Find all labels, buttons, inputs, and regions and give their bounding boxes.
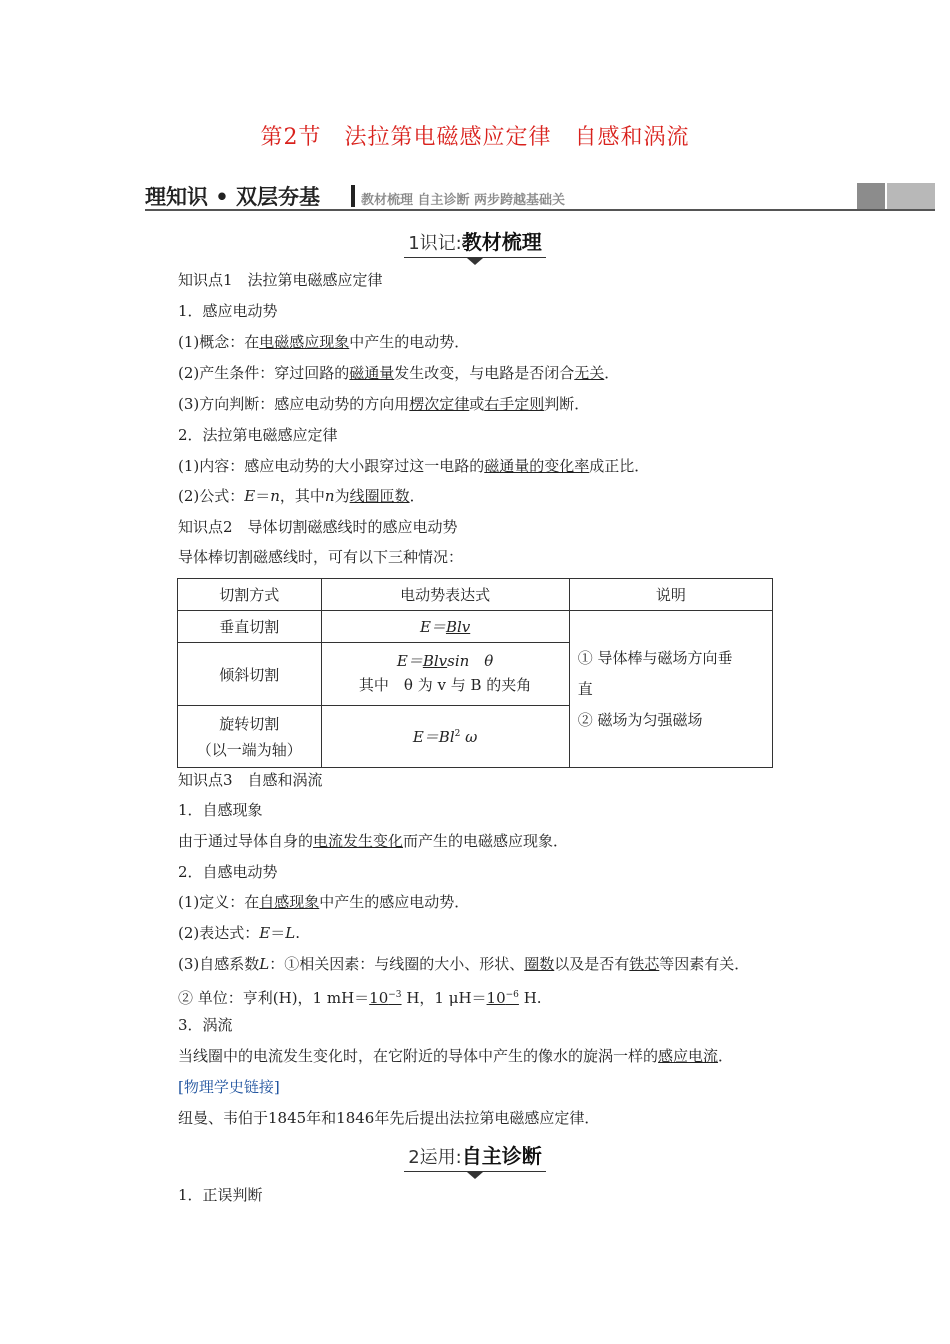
table-header: 切割方式: [178, 579, 322, 611]
triangle-down-icon: [467, 1172, 483, 1179]
knowledge-point-2: 知识点2 导体切割磁感线时的感应电动势: [178, 518, 458, 536]
banner-rule: [145, 209, 935, 211]
section-heading-1: [0, 226, 950, 255]
table-header-row: [178, 579, 773, 611]
text-line: 1．感应电动势: [178, 302, 278, 320]
banner-block-dark: [857, 183, 885, 209]
table-cell: E＝Blv: [321, 611, 569, 643]
text-line: 纽曼、韦伯于1845年和1846年先后提出法拉第电磁感应定律．: [178, 1109, 600, 1127]
section-number: 1识记:: [408, 233, 462, 254]
page-title: 第2节 法拉第电磁感应定律 自感和涡流: [260, 125, 690, 150]
section-number: 2运用:: [408, 1147, 462, 1168]
text-line: (2)表达式：E＝L.: [178, 924, 300, 942]
text-line: 1．自感现象: [178, 801, 263, 819]
table-cell: 倾斜切割: [178, 643, 322, 706]
section-banner: [145, 181, 935, 211]
text-line: 当线圈中的电流发生变化时，在它附近的导体中产生的像水的旋涡一样的感应电流．: [178, 1047, 734, 1065]
section-heading-2: [0, 1140, 950, 1169]
banner-block-light: [887, 183, 935, 209]
text-line: (1)内容：感应电动势的大小跟穿过这一电路的磁通量的变化率成正比．: [178, 457, 650, 475]
text-line: (3)自感系数L：①相关因素：与线圈的大小、形状、圈数以及是否有铁芯等因素有关．: [178, 955, 750, 973]
text-line: 1．正误判断: [178, 1186, 263, 1204]
section-label: 自主诊断: [461, 1144, 542, 1168]
text-line: (2)公式：E＝n，其中n为线圈匝数．: [178, 487, 425, 505]
knowledge-point-3: 知识点3 自感和涡流: [178, 771, 323, 789]
text-line: (3)方向判断：感应电动势的方向用楞次定律或右手定则判断．: [178, 395, 590, 413]
text-line: (1)概念：在电磁感应现象中产生的电动势．: [178, 333, 470, 351]
knowledge-point-1: 知识点1 法拉第电磁感应定律: [178, 271, 383, 289]
cutting-table: [177, 578, 773, 768]
history-link-label: [物理学史链接]: [178, 1078, 280, 1096]
text-line: (2)产生条件：穿过回路的磁通量发生改变，与电路是否闭合无关．: [178, 364, 620, 382]
table-cell: 旋转切割 （以一端为轴）: [178, 706, 322, 768]
triangle-down-icon: [467, 258, 483, 265]
table-row: [178, 611, 773, 643]
table-cell: $E=Bl^2$ ω: [321, 706, 569, 768]
text-line: 由于通过导体自身的电流发生变化而产生的电磁感应现象．: [178, 832, 569, 850]
table-header: 说明: [569, 579, 772, 611]
text-line: ② 单位：亨利(H)，1 $mH=10^{-3}$ H，1 $\mu H=10^{-6}$ H.: [178, 989, 542, 1007]
banner-divider: [351, 185, 355, 207]
table-cell: E＝Blvsin θ 其中 θ 为 v 与 B 的夹角: [321, 643, 569, 706]
banner-title: 理知识 • 双层夯基: [145, 185, 321, 209]
text-line: 3．涡流: [178, 1016, 233, 1034]
text-line: 导体棒切割磁感线时，可有以下三种情况：: [178, 548, 464, 566]
section-label: 教材梳理: [461, 230, 542, 254]
table-note-cell: ① 导体棒与磁场方向垂 直 ② 磁场为匀强磁场: [569, 611, 772, 768]
text-line: (1)定义：在自感现象中产生的感应电动势．: [178, 893, 470, 911]
text-line: 2．法拉第电磁感应定律: [178, 426, 338, 444]
text-line: 2．自感电动势: [178, 863, 278, 881]
table-header: 电动势表达式: [321, 579, 569, 611]
banner-subtitle: 教材梳理 自主诊断 两步跨越基础关: [361, 193, 566, 208]
table-cell: 垂直切割: [178, 611, 322, 643]
